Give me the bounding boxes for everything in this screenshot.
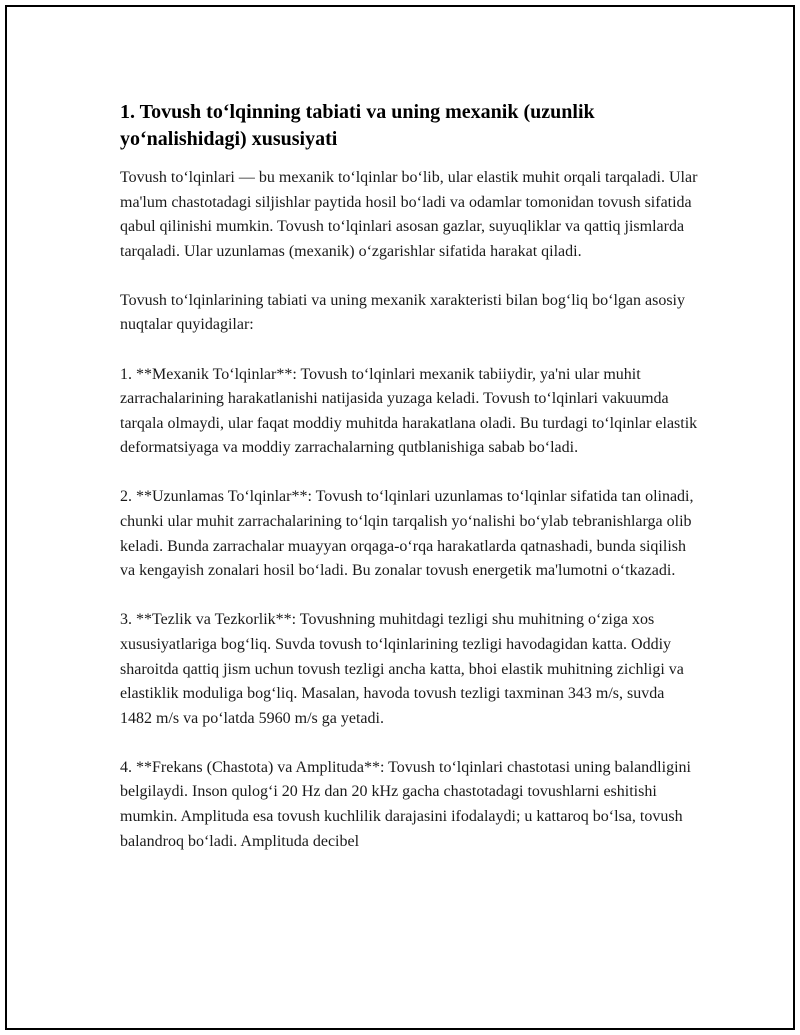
paragraph-key-points: Tovush to‘lqinlarining tabiati va uning mexanik xarakteristi bilan bog‘liq bo‘lgan asosiy nuqtalar quyidagilar: [120,291,685,334]
paragraph-mechanical-waves: 1. **Mexanik To‘lqinlar**: Tovush to‘lqinlari mexanik tabiiydir, ya'ni ular muhit zarrachalarining harakatlanishi natijasida yuzaga keladi. Tovush to‘lqinlari vakuumda tarqala olmaydi, ular faqat moddiy muhitda harakatlana oladi. Bu turdagi to‘lqinlar elastik deformatsiyaga va moddiy zarrachalarning qutblanishiga sabab bo‘ladi. [120,365,698,457]
page-frame [5,5,795,1030]
document-body [120,99,700,854]
paragraph-longitudinal-waves: 2. **Uzunlamas To‘lqinlar**: Tovush to‘lqinlari uzunlamas to‘lqinlar sifatida tan olinadi, chunki ular muhit zarrachalarining to‘lqin tarqalish yo‘nalishi bo‘ylab tebranishlarga olib keladi. Bunda zarrachalar muayyan orqaga-o‘rqa harakatlarda qatnashadi, bunda siqilish va kengayish zonalari hosil bo‘ladi. Bu zonalar tovush energetik ma'lumotni o‘tkazadi. [120,488,694,580]
section-heading: 1. Tovush to‘lqinning tabiati va uning mexanik (uzunlik yo‘nalishidagi) xususiyati [120,101,595,150]
paragraph-intro: Tovush to‘lqinlari — bu mexanik to‘lqinlar bo‘lib, ular elastik muhit orqali tarqaladi. Ular ma'lum chastotadagi siljishlar paytida hosil bo‘ladi va odamlar tomonidan tovush sifatida qabul qilinishi mumkin. Tovush to‘lqinlari asosan gazlar, suyuqliklar va qattiq jismlarda tarqaladi. Ular uzunlamas (mexanik) o‘zgarishlar sifatida harakat qiladi. [120,169,698,260]
paragraph-frequency-amplitude: 4. **Frekans (Chastota) va Amplituda**: Tovush to‘lqinlari chastotasi uning balandligini belgilaydi. Inson qulog‘i 20 Hz dan 20 kHz gacha chastotadagi tovushlarni eshitishi mumkin. Amplituda esa tovush kuchlilik darajasini ifodalaydi; u kattaroq bo‘lsa, tovush balandroq bo‘ladi. Amplituda decibel [120,758,691,850]
paragraph-speed: 3. **Tezlik va Tezkorlik**: Tovushning muhitdagi tezligi shu muhitning o‘ziga xos xususiyatlariga bog‘liq. Suvda tovush to‘lqinlarining tezligi havodagidan katta. Oddiy sharoitda qattiq jism uchun tovush tezligi ancha katta, bhoi elastik muhitning zichligi va elastiklik moduliga bog‘liq. Masalan, havoda tovush tezligi taxminan 343 m/s, suvda 1482 m/s va po‘latda 5960 m/s ga yetadi. [120,611,684,727]
